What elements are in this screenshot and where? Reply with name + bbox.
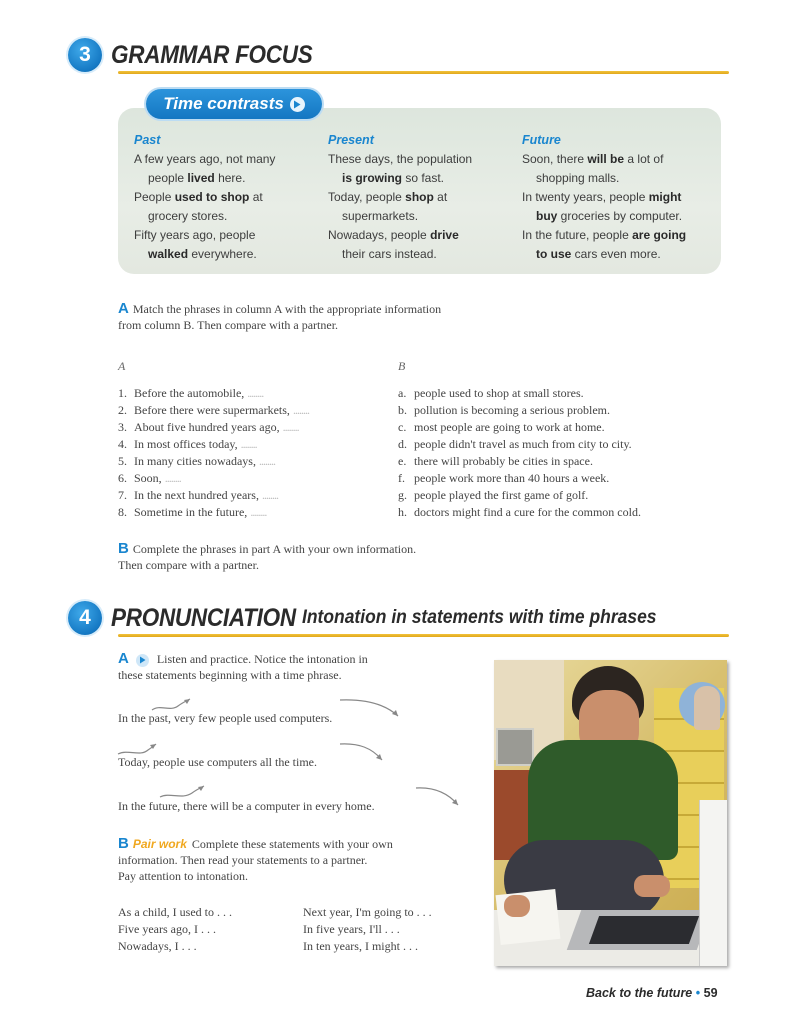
prompt-item: As a child, I used to . . . [118, 905, 232, 919]
grammar-example-line: grocery stores. [148, 209, 228, 223]
intonation-statement: In the future, there will be a computer in every home. [118, 799, 375, 813]
intonation-arrows-icon [150, 783, 470, 813]
section-3-divider [118, 71, 729, 74]
grammar-example-line: Today, people shop at [328, 190, 448, 204]
column-b-heading: B [398, 359, 406, 373]
exercise-letter: B [118, 540, 129, 557]
list-item: 3. About five hundred years ago, ........ [118, 420, 299, 434]
exercise-4a-instructions: A Listen and practice. Notice the intonation in these statements beginning with a time phrase. [118, 650, 368, 682]
grammar-example-line: Nowadays, people drive [328, 228, 459, 242]
pill-label: Time contrasts [163, 94, 284, 113]
grammar-column-past [134, 131, 275, 264]
column-a-heading: A [118, 359, 126, 373]
list-item: 6. Soon, ........ [118, 471, 181, 485]
section-title: PRONUNCIATION [111, 603, 296, 632]
column-heading: Future [522, 133, 561, 147]
list-item: e. there will probably be cities in space. [398, 454, 593, 468]
prompt-item: Nowadays, I . . . [118, 939, 197, 953]
answer-blank[interactable]: ........ [247, 386, 264, 400]
list-item: d. people didn't travel as much from city to city. [398, 437, 632, 451]
prompts-left [118, 904, 232, 955]
grammar-lines [134, 150, 275, 264]
answer-blank[interactable]: ........ [282, 420, 299, 434]
column-heading: Present [328, 133, 374, 147]
grammar-example-line: Soon, there will be a lot of [522, 152, 664, 166]
prompt-item: Next year, I'm going to . . . [303, 905, 432, 919]
grammar-column-present [328, 131, 472, 264]
grammar-example-line: their cars instead. [342, 247, 437, 261]
list-item: f. people work more than 40 hours a week. [398, 471, 610, 485]
list-item: 2. Before there were supermarkets, ........ [118, 403, 309, 417]
intonation-arrows-icon [130, 696, 420, 726]
grammar-example-line: to use cars even more. [536, 247, 661, 261]
list-item: g. people played the first game of golf. [398, 488, 589, 502]
section-number-badge: 4 [68, 601, 102, 635]
exercise-letter: A [118, 650, 129, 667]
list-item: c. most people are going to work at home. [398, 420, 605, 434]
list-item: h. doctors might find a cure for the common cold. [398, 505, 641, 519]
pair-work-label: Pair work [132, 837, 187, 851]
intonation-statement: Today, people use computers all the time. [118, 755, 317, 769]
grammar-example-line: In the future, people are going [522, 228, 687, 242]
list-item: 5. In many cities nowadays, ........ [118, 454, 275, 468]
answer-blank[interactable]: ........ [164, 471, 181, 485]
section-3-header [68, 38, 335, 72]
grammar-column-future [522, 131, 686, 264]
grammar-example-line: A few years ago, not many [134, 152, 276, 166]
prompt-item: In ten years, I might . . . [303, 939, 418, 953]
exercise-letter: B [118, 835, 129, 852]
column-a-list [118, 385, 309, 521]
grammar-example-line: walked everywhere. [148, 247, 257, 261]
page-footer [586, 986, 718, 1000]
grammar-example-line: Fifty years ago, people [134, 228, 256, 242]
time-contrasts-audio-button[interactable] [146, 89, 322, 119]
grammar-example-line: These days, the population [328, 152, 473, 166]
bullet-icon: • [695, 986, 701, 1000]
exercise-4b-instructions: B Pair work Complete these statements with your own information. Then read your statements to a partner. Pay attention to intonation. [118, 835, 393, 883]
exercise-3b-instructions: B Complete the phrases in part A with your own information. Then compare with a partner. [118, 540, 417, 572]
section-subtitle: Intonation in statements with time phrases [302, 607, 657, 628]
answer-blank[interactable]: ........ [250, 505, 267, 519]
grammar-lines [522, 150, 686, 264]
list-item: 8. Sometime in the future, ........ [118, 505, 267, 519]
exercise-3a-instructions: A Match the phrases in column A with the appropriate information from column B. Then compare with a partner. [118, 300, 442, 332]
grammar-example-line: buy groceries by computer. [536, 209, 683, 223]
section-title: GRAMMAR FOCUS [111, 40, 313, 69]
list-item: a. people used to shop at small stores. [398, 386, 584, 400]
grammar-example-line: is growing so fast. [342, 171, 445, 185]
column-b-list [398, 385, 641, 521]
grammar-example-line: People used to shop at [134, 190, 263, 204]
play-audio-icon[interactable] [290, 97, 305, 112]
prompt-item: In five years, I'll . . . [303, 922, 400, 936]
section-4-divider [118, 634, 729, 637]
answer-blank[interactable]: ........ [292, 403, 309, 417]
list-item: b. pollution is becoming a serious problem. [398, 403, 610, 417]
prompts-right [303, 904, 432, 955]
answer-blank[interactable]: ........ [261, 488, 278, 502]
play-audio-icon[interactable] [136, 654, 149, 667]
answer-blank[interactable]: ........ [240, 437, 257, 451]
grammar-lines [328, 150, 472, 264]
exercise-letter: A [118, 300, 129, 317]
unit-title: Back to the future [586, 986, 693, 1000]
section-4-header [68, 601, 688, 635]
grammar-example-line: shopping malls. [536, 171, 620, 185]
grammar-example-line: supermarkets. [342, 209, 419, 223]
prompt-item: Five years ago, I . . . [118, 922, 216, 936]
list-item: 1. Before the automobile, ........ [118, 386, 264, 400]
page-number: 59 [703, 986, 718, 1000]
intonation-statement: In the past, very few people used computers. [118, 711, 333, 725]
answer-blank[interactable]: ........ [258, 454, 275, 468]
photo-woman-laptop [494, 660, 727, 966]
list-item: 7. In the next hundred years, ........ [118, 488, 278, 502]
section-number-badge: 3 [68, 38, 102, 72]
grammar-example-line: In twenty years, people might [522, 190, 682, 204]
list-item: 4. In most offices today, ........ [118, 437, 257, 451]
grammar-example-line: people lived here. [148, 171, 246, 185]
intonation-arrows-icon [114, 740, 404, 770]
column-heading: Past [134, 133, 161, 147]
